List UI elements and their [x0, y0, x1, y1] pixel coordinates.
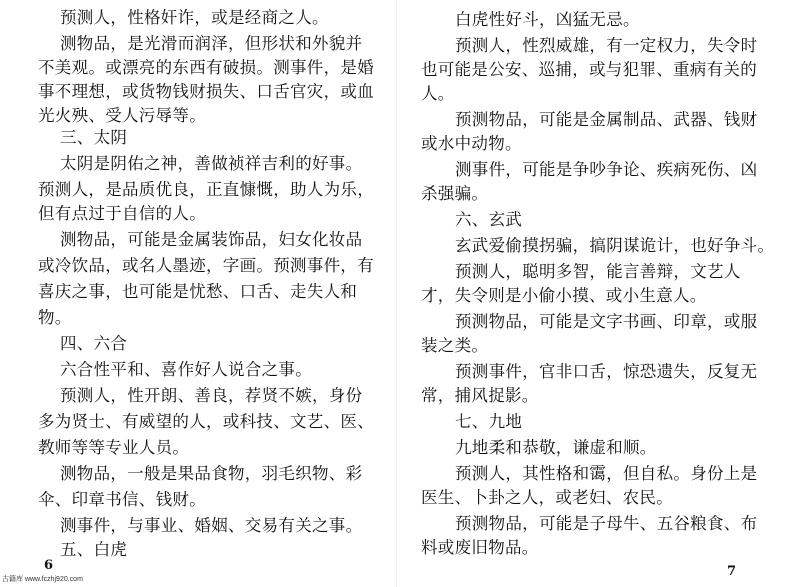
text-line: 预测人，是品质优良，正直慷慨，助人为乐， [38, 180, 374, 199]
text-line: 预测人，聪明多智，能言善辩，文艺人 [455, 262, 741, 281]
text-line: 测物品，是光滑而润泽，但形状和外貌并 [60, 34, 363, 53]
text-line: 六、玄武 [455, 210, 523, 229]
text-line: 预测人，其性格和霭，但自私。身份上是 [455, 464, 758, 483]
text-line: 九地柔和恭敬，谦虚和顺。 [455, 438, 657, 457]
watermark: 古籍库 www.fczhj920.com [2, 576, 83, 583]
text-line: 但有点过于自信的人。 [38, 204, 206, 223]
text-line: 人。 [421, 84, 455, 103]
text-line: 教师等等专业人员。 [38, 438, 190, 457]
text-line: 测物品，可能是金属装饰品，妇女化妆品 [60, 230, 363, 249]
text-line: 医生、卜卦之人，或老妇、农民。 [421, 488, 673, 507]
text-line: 测事件，与事业、婚姻、交易有关之事。 [60, 516, 363, 535]
text-line: 预测事件，官非口舌，惊恐遗失，反复无 [455, 362, 758, 381]
text-line: 喜庆之事，也可能是忧愁、口舌、走失人和 [38, 282, 358, 301]
text-line: 常，捕风捉影。 [421, 386, 539, 405]
text-line: 不美观。或漂亮的东西有破损。测事件，是婚 [38, 58, 374, 77]
text-line: 光火殃、受人污辱等。 [38, 106, 206, 125]
text-line: 或水中动物。 [421, 134, 522, 153]
text-line: 五、白虎 [60, 540, 128, 559]
text-line: 事不理想，或货物钱财损失、口舌官灾，或血 [38, 82, 374, 101]
text-line: 伞、印章书信、钱财。 [38, 490, 206, 509]
text-line: 也可能是公安、巡捕，或与犯罪、重病有关的 [421, 60, 757, 79]
left-page [0, 0, 396, 587]
text-line: 多为贤士、有威望的人，或科技、文艺、医、 [38, 412, 374, 431]
text-line: 七、九地 [455, 412, 523, 431]
page-number: 6 [44, 558, 54, 573]
text-line: 玄武爱偷摸拐骗，搞阴谋诡计，也好争斗。 [455, 236, 775, 255]
text-line: 六合性平和、喜作好人说合之事。 [60, 360, 312, 379]
text-line: 或冷饮品，或名人墨迹，字画。预测事件，有 [38, 256, 374, 275]
right-page [397, 0, 793, 587]
text-line: 物。 [38, 308, 72, 327]
text-line: 三、太阴 [60, 128, 128, 147]
text-line: 太阴是阴佑之神，善做祯祥吉利的好事。 [60, 154, 363, 173]
text-line: 四、六合 [60, 334, 128, 353]
page-number: 7 [727, 564, 737, 579]
text-line: 预测人，性烈威雄，有一定权力，失令时 [455, 36, 758, 55]
text-line: 装之类。 [421, 336, 489, 355]
text-line: 杀强骗。 [421, 184, 489, 203]
text-line: 测物品，一般是果品食物，羽毛织物、彩 [60, 464, 363, 483]
text-line: 测事件，可能是争吵争论、疾病死伤、凶 [455, 160, 758, 179]
text-line: 才，失令则是小偷小摸、或小生意人。 [421, 286, 707, 305]
text-line: 预测人，性格奸诈，或是经商之人。 [60, 8, 329, 27]
text-line: 预测物品，可能是金属制品、武器、钱财 [455, 110, 758, 129]
text-line: 白虎性好斗，凶猛无忌。 [455, 10, 640, 29]
text-line: 预测物品，可能是子母牛、五谷粮食、布 [455, 514, 758, 533]
text-line: 料或废旧物品。 [421, 538, 539, 557]
text-line: 预测人，性开朗、善良，荐贤不嫉，身份 [60, 386, 363, 405]
text-line: 预测物品，可能是文字书画、印章，或服 [455, 312, 758, 331]
